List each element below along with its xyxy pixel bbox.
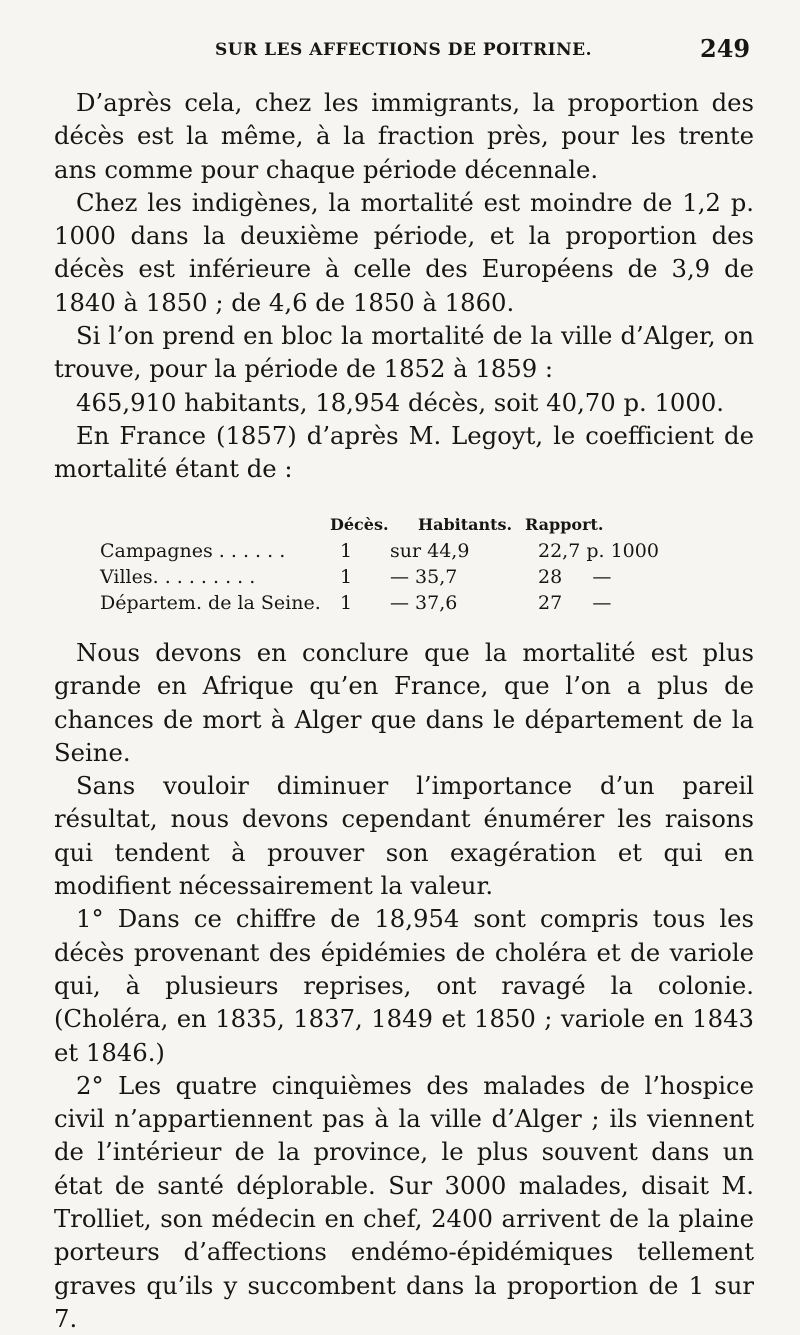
column-header-habitants: Habitants. bbox=[418, 515, 513, 534]
paragraph: 1° Dans ce chiffre de 18,954 sont compris tous les décès provenant des épidémies de choléra et de variole qui, à plusieurs reprises, ont ravagé la colonie. (Choléra, en 1835, 1837, 1849 et 1850 ; variole en 1843 et 1846.) bbox=[54, 904, 754, 1067]
column-header-deces: Décès. bbox=[330, 515, 389, 534]
table-header-row bbox=[100, 512, 700, 538]
table-row bbox=[100, 590, 700, 616]
paragraph: D’après cela, chez les immigrants, la proportion des décès est la même, à la fraction près, pour les trente ans comme pour chaque période décennale. bbox=[54, 88, 754, 184]
cell-rapport: 27 — bbox=[538, 592, 612, 614]
text-block-top bbox=[54, 86, 754, 486]
cell-deces: 1 bbox=[340, 592, 353, 614]
paragraph: 465,910 habitants, 18,954 décès, soit 40,70 p. 1000. bbox=[76, 387, 724, 417]
cell-habitants: — 37,6 bbox=[390, 592, 458, 614]
cell-deces: 1 bbox=[340, 566, 353, 588]
row-label: Villes. . . . . . . . . bbox=[100, 566, 256, 588]
page-number: 249 bbox=[700, 34, 751, 63]
row-label: Départem. de la Seine. bbox=[100, 592, 321, 614]
cell-habitants: sur 44,9 bbox=[390, 540, 470, 562]
text-block-bottom bbox=[54, 636, 754, 1335]
cell-rapport: 22,7 p. 1000 bbox=[538, 540, 659, 562]
paragraph: 2° Les quatre cinquièmes des malades de l’hospice civil n’appartiennent pas à la ville d’Alger ; ils viennent de l’intérieur de la province, le plus souvent dans un état de santé déplorable. Sur 3000 malades, disait M. Trolliet, son médecin en chef, 2400 arrivent de la plaine porteurs d’affections endémo-épidémiques tellement graves qu’ils y succombent dans la proportion de 1 sur 7. bbox=[54, 1070, 754, 1333]
mortality-table bbox=[100, 512, 700, 616]
column-header-rapport: Rapport. bbox=[525, 515, 604, 534]
cell-deces: 1 bbox=[340, 540, 353, 562]
cell-habitants: — 35,7 bbox=[390, 566, 458, 588]
paragraph: Si l’on prend en bloc la mortalité de la ville d’Alger, on trouve, pour la période de 1852 à 1859 : bbox=[54, 321, 754, 384]
table-row bbox=[100, 538, 700, 564]
row-label: Campagnes . . . . . . bbox=[100, 540, 286, 562]
paragraph: Nous devons en conclure que la mortalité est plus grande en Afrique qu’en France, que l’on a plus de chances de mort à Alger que dans le département de la Seine. bbox=[54, 638, 754, 767]
cell-rapport: 28 — bbox=[538, 566, 612, 588]
paragraph: Chez les indigènes, la mortalité est moindre de 1,2 p. 1000 dans la deuxième période, et la proportion des décès est inférieure à celle des Européens de 3,9 de 1840 à 1850 ; de 4,6 de 1850 à 1860. bbox=[54, 187, 754, 317]
paragraph: En France (1857) d’après M. Legoyt, le coefficient de mortalité étant de : bbox=[54, 420, 754, 484]
running-title: SUR LES AFFECTIONS DE POITRINE. bbox=[215, 40, 593, 60]
table-row bbox=[100, 564, 700, 590]
paragraph: Sans vouloir diminuer l’importance d’un pareil résultat, nous devons cependant énumérer les raisons qui tendent à prouver son exagération et qui en modifient nécessairement la valeur. bbox=[54, 771, 754, 901]
